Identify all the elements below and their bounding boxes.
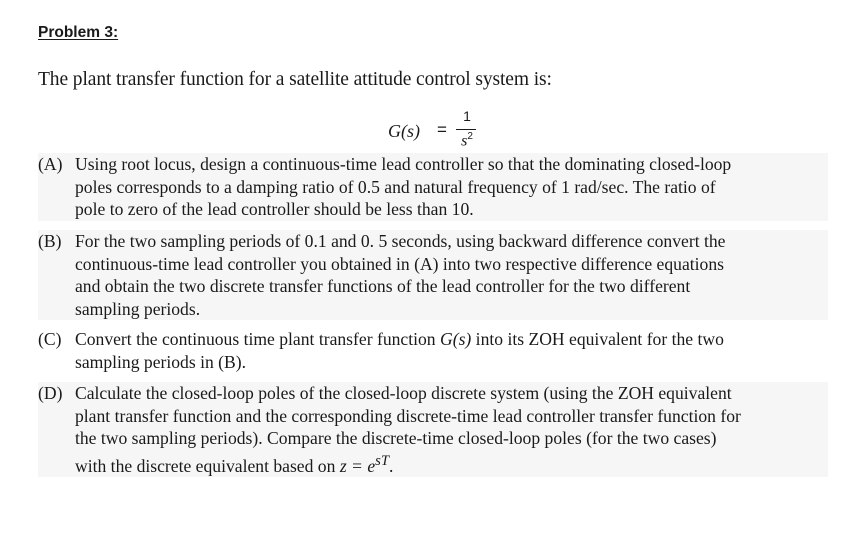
part-d-line: plant transfer function and the corresponding discrete-time lead controller transfer function for [75, 405, 741, 426]
formula-equals: = [437, 120, 447, 139]
denominator-exponent: 2 [467, 131, 473, 142]
part-a-line: pole to zero of the lead controller should be less than 10. [75, 199, 474, 219]
part-c-text: Convert the continuous time plant transfer function [75, 329, 440, 349]
part-c-body [75, 328, 828, 373]
part-a-label: (A) [38, 154, 63, 174]
part-c [38, 328, 828, 373]
part-d [38, 382, 828, 477]
part-c-label: (C) [38, 329, 62, 349]
part-a [38, 153, 828, 221]
part-d-label: (D) [38, 383, 63, 403]
part-c-text: into its ZOH equivalent for the two [471, 329, 724, 349]
part-b-line: continuous-time lead controller you obtained in (A) into two respective difference equations [75, 253, 724, 274]
formula-lhs: G(s) [388, 121, 420, 141]
formula-denominator [456, 131, 478, 150]
fraction-bar [456, 129, 476, 130]
plant-function-symbol: G(s) [440, 329, 472, 349]
part-d-line: the two sampling periods). Compare the discrete-time closed-loop poles (for the two cases) [75, 428, 717, 448]
part-d-body [75, 382, 828, 477]
part-d-line [75, 450, 828, 477]
transfer-function-formula [388, 108, 508, 154]
z-transform-equation: z = e [339, 455, 376, 476]
intro-text: The plant transfer function for a satellite attitude control system is: [38, 69, 552, 90]
formula-numerator: 1 [463, 108, 471, 124]
part-d-text: . [389, 455, 394, 476]
part-b-line: For the two sampling periods of 0.1 and 0. 5 seconds, using backward difference convert the [75, 231, 726, 251]
part-a-body [75, 153, 828, 221]
part-a-line: poles corresponds to a damping ratio of 0.5 and natural frequency of 1 rad/sec. The ratio of [75, 176, 716, 197]
part-b-line: and obtain the two discrete transfer functions of the lead controller for the two different [75, 276, 691, 296]
part-d-text: with the discrete equivalent based on [75, 455, 340, 476]
part-c-line: sampling periods in (B). [75, 351, 247, 372]
part-b-line: sampling periods. [75, 298, 201, 319]
denominator-base: s [461, 132, 468, 150]
part-b [38, 230, 828, 320]
part-a-line: Using root locus, design a continuous-time lead controller so that the dominating closed-loop [75, 154, 732, 174]
part-b-body [75, 230, 828, 320]
part-c-line [75, 328, 828, 351]
z-transform-exponent: sT [375, 452, 389, 469]
part-b-label: (B) [38, 231, 62, 251]
part-d-line: Calculate the closed-loop poles of the closed-loop discrete system (using the ZOH equivalent [75, 383, 732, 403]
problem-heading: Problem 3: [38, 24, 119, 41]
